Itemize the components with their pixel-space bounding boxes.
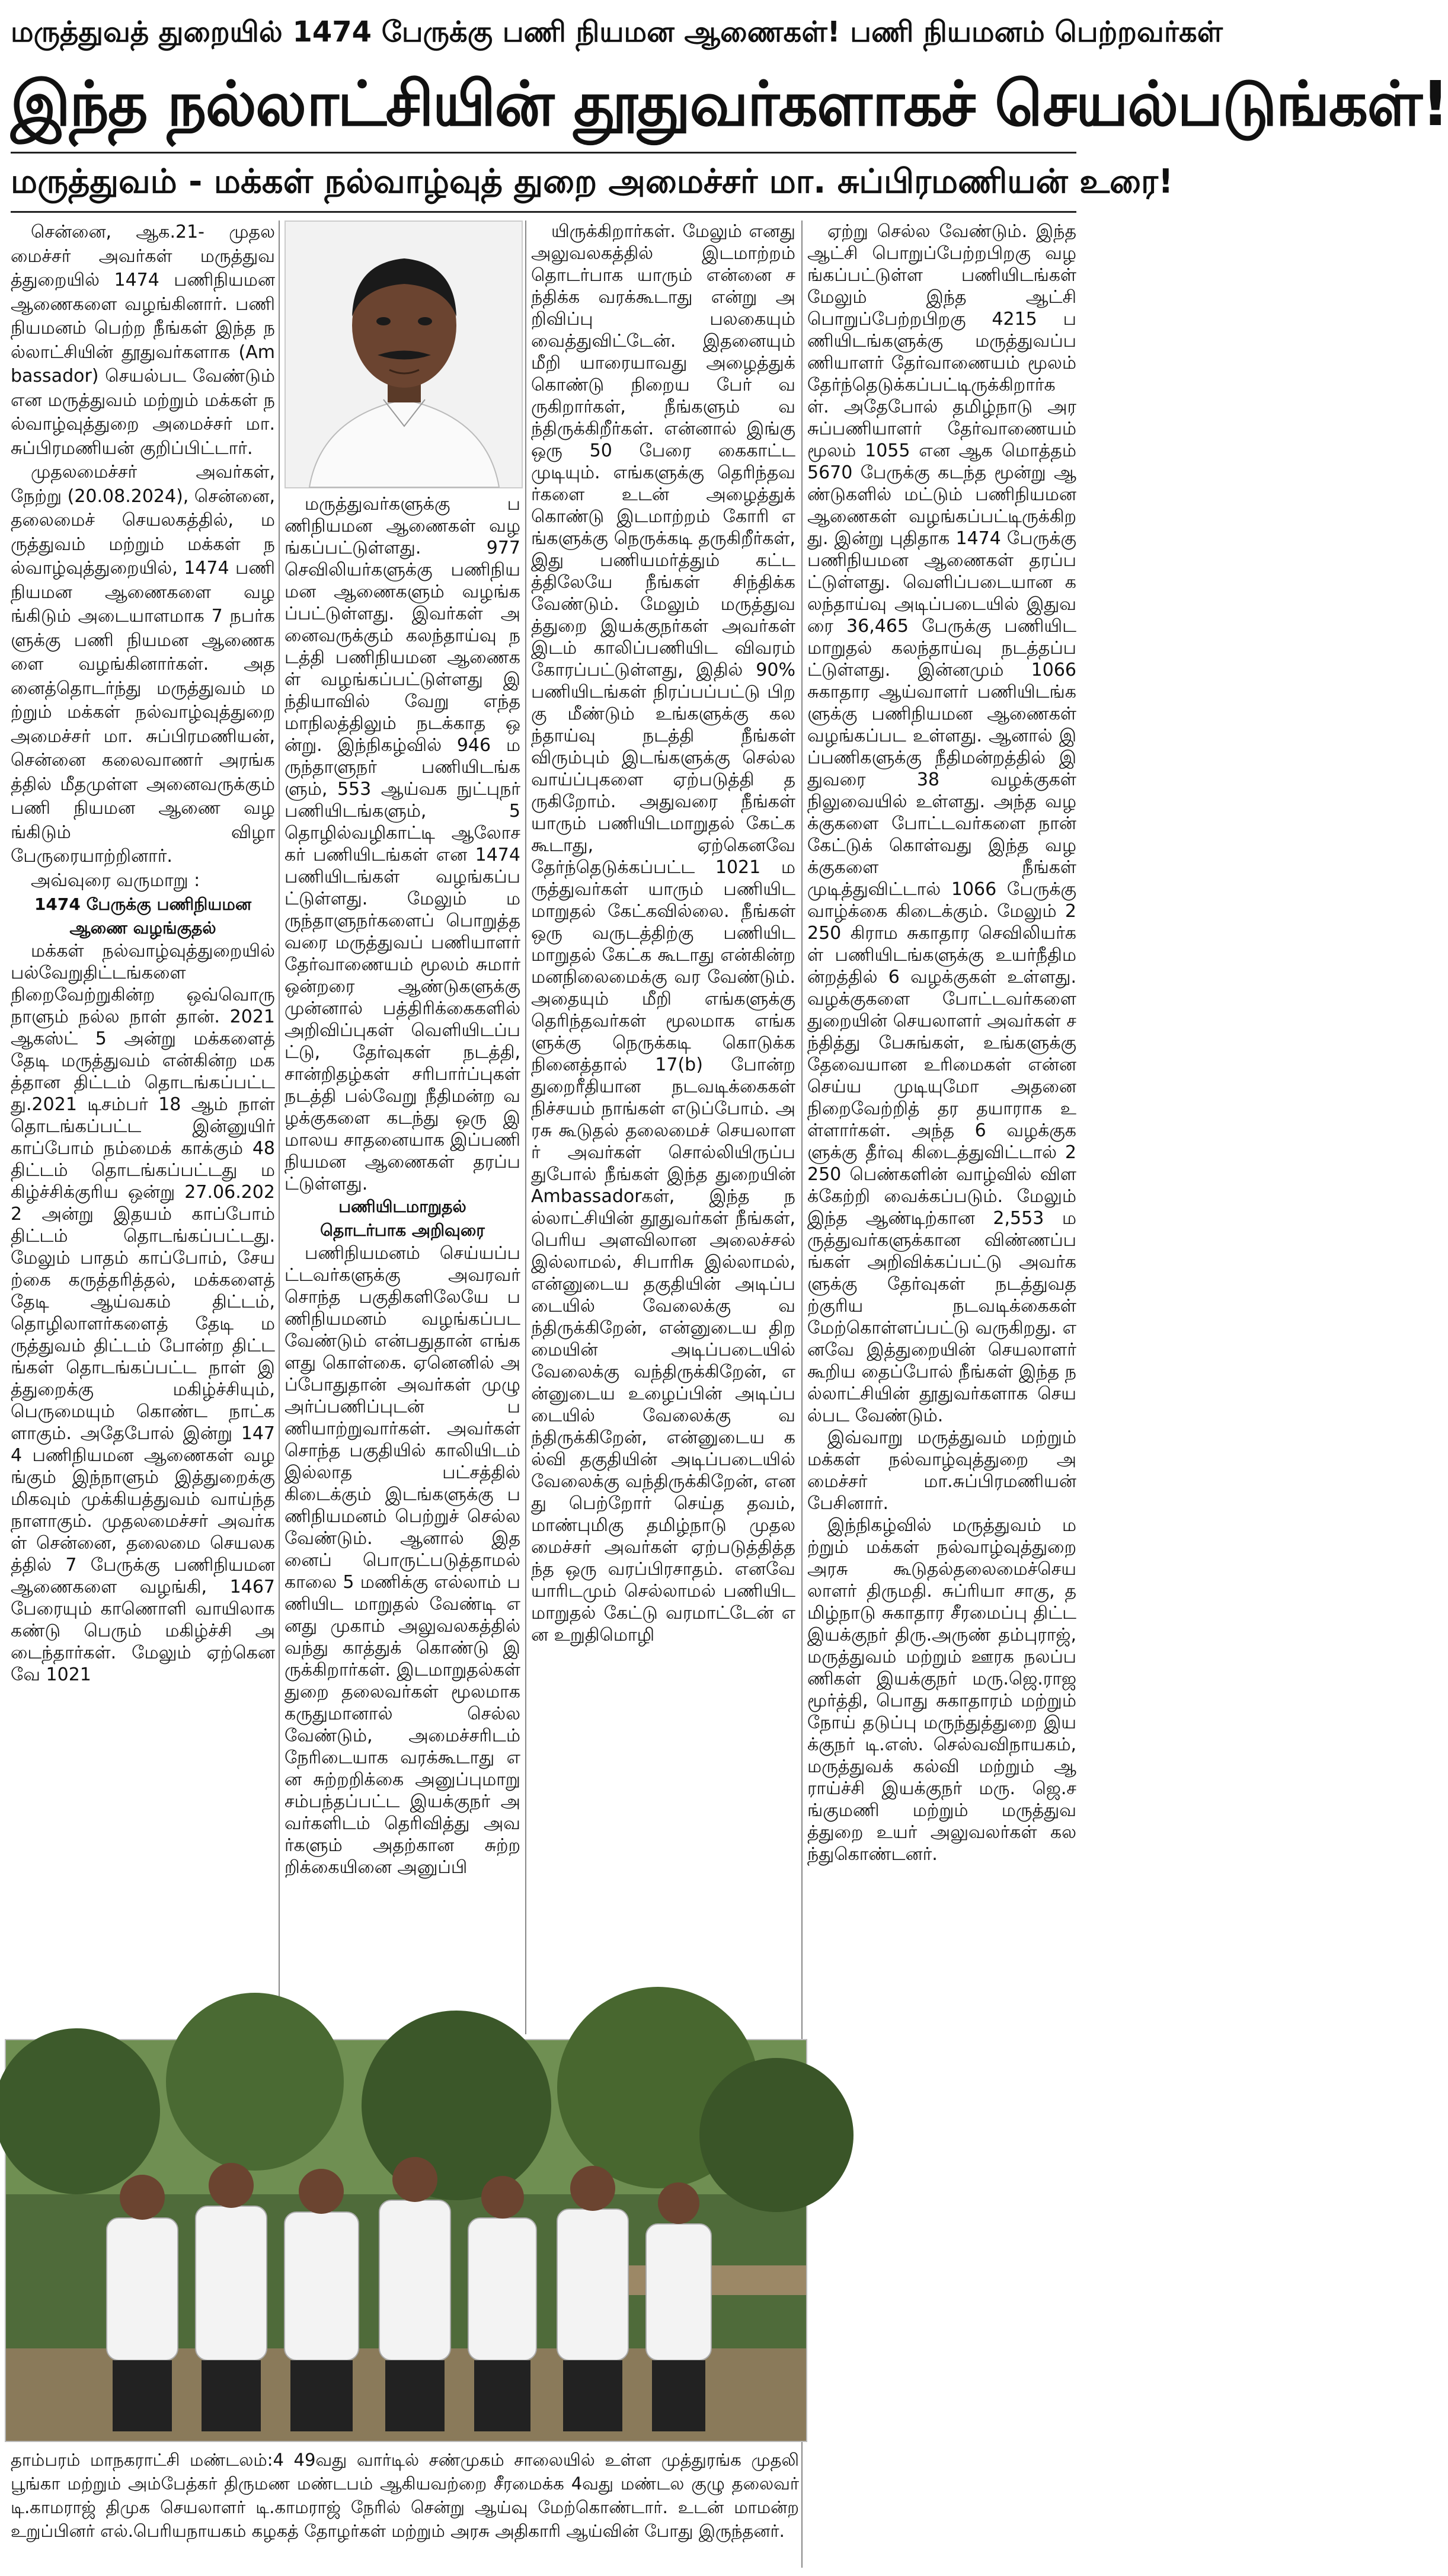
paragraph: யிருக்கிறார்கள். மேலும் எனது அலுவலகத்தில் இடமாற்றம் தொடர்பாக யாரும் என்னை சந்திக்க வரக்கூடாது என்று அறிவிப்பு பலகையும் வைத்துவிட்டேன். இதனையும் மீறி யாரையாவது அழைத்துக் கொண்டு நிறைய பேர் வருகிறார்கள், நீங்களும் வந்திருக்கிறீர்கள். என்னால் இங்கு ஒரு 50 பேரை கைகாட்ட முடியும். எங்களுக்கு தெரிந்தவர்களை உடன் அழைத்துக் கொண்டு இடமாற்றம் கோரி எங்களுக்கு நெருக்கடி தருகிறீர்கள், இது பணியமர்த்தும் கட்டத்திலேயே நீங்கள் சிந்திக்க வேண்டும். மேலும் மருத்துவத்துறை இயக்குநர்கள் அவர்கள் இடம் காலிப்பணியிட விவரம் கோரப்பட்டுள்ளது, இதில் 90% பணியிடங்கள் நிரப்பப்பட்டு பிறகு மீண்டும் உங்களுக்கு கலந்தாய்வு நடத்தி நீங்கள் விரும்பும் இடங்களுக்கு செல்ல வாய்ப்புகளை ஏற்படுத்தி தருகிறோம். அதுவரை நீங்கள் யாரும் பணியிடமாறுதல் கேட்க கூடாது, ஏற்கெனவே தேர்ந்தெடுக்கப்பட்ட 1021 மருத்துவர்கள் யாரும் பணியிடமாறுதல் கேட்கவில்லை. நீங்கள் ஒரு வருடத்திற்கு பணியிடமாறுதல் கேட்க கூடாது என்கின்ற மனநிலைமைக்கு வர வேண்டும். அதையும் மீறி எங்களுக்கு தெரிந்தவர்கள் மூலமாக எங்களுக்கு நெருக்கடி கொடுக்க நினைத்தால் 17(b) போன்ற துறைரீதியான நடவடிக்கைகள் நிச்சயம் நாங்கள் எடுப்போம். அரசு கூடுதல் தலைமைச் செயலாளர் அவர்கள் சொல்லியிருப்பதுபோல் நீங்கள் இந்த துறையின் Ambassadorகள், இந்த நல்லாட்சியின் தூதுவர்கள் நீங்கள், பெரிய அளவிலான அலைச்சல் இல்லாமல், சிபாரிசு இல்லாமல், என்னுடைய தகுதியின் அடிப்படையில் வேலைக்கு வந்திருக்கிறேன், என்னுடைய திறமையின் அடிப்படையில் வேலைக்கு வந்திருக்கிறேன், என்னுடைய உழைப்பின் அடிப்படையில் வேலைக்கு வந்திருக்கிறேன், என்னுடைய கல்வி தகுதியின் அடிப்படையில் வேலைக்கு வந்திருக்கிறேன், எனது பெற்றோர் செய்த தவம், மாண்புமிகு தமிழ்நாடு முதலமைச்சர் அவர்கள் ஏற்படுத்தித்தந்த ஒரு வரப்பிரசாதம். எனவே யாரிடமும் செல்லாமல் பணியிடமாறுதல் கேட்டு வரமாட்டேன் என உறுதிமொழி xyxy=(531,221,795,1645)
subheading-line: தொடர்பாக அறிவுரை xyxy=(320,1220,485,1240)
article-column-1 xyxy=(11,220,275,2034)
column-divider xyxy=(525,220,526,2034)
article-column-3 xyxy=(531,220,795,2034)
paragraph: ஏற்று செல்ல வேண்டும். இந்த ஆட்சி பொறுப்பேற்றபிறகு வழங்கப்பட்டுள்ள பணியிடங்கள் மேலும் இந்த ஆட்சி பொறுப்பேற்றபிறகு 4215 பணியிடங்களுக்கு மருத்துவப்பணியாளர் தேர்வாணையம் மூலம் தேர்ந்தெடுக்கப்பட்டிருக்கிறார்கள். அதேபோல் தமிழ்நாடு அரசுப்பணியாளர் தேர்வாணையம் மூலம் 1055 என ஆக மொத்தம் 5670 பேருக்கு கடந்த மூன்று ஆண்டுகளில் மட்டும் பணிநியமன ஆணைகள் வழங்கப்பட்டிருக்கிறது. இன்று புதிதாக 1474 பேருக்கு பணிநியமன ஆணைகள் தரப்பட்டுள்ளது. வெளிப்படையான கலந்தாய்வு அடிப்படையில் இதுவரை 36,465 பேருக்கு பணியிடமாறுதல் கலந்தாய்வு நடத்தப்பட்டுள்ளது. இன்னமும் 1066 சுகாதார ஆய்வாளர் பணியிடங்களுக்கு பணிநியமன ஆணைகள் வழங்கப்பட உள்ளது. ஆனால் இப்பணிகளுக்கு நீதிமன்றத்தில் இதுவரை 38 வழக்குகள் நிலுவையில் உள்ளது. அந்த வழக்குகளை போட்டவர்களை நான் கேட்டுக் கொள்வது இந்த வழக்குகளை நீங்கள் முடித்துவிட்டால் 1066 பேருக்கு வாழ்க்கை கிடைக்கும். மேலும் 2250 கிராம சுகாதார செவிலியர்கள் பணியிடங்களுக்கு உயர்நீதிமன்றத்தில் 6 வழக்குகள் உள்ளது. வழக்குகளை போட்டவர்களை துறையின் செயலாளர் அவர்கள் சந்தித்து பேசுங்கள், உங்களுக்கு தேவையான உரிமைகள் என்ன செய்ய முடியுமோ அதனை நிறைவேற்றித் தர தயாராக உள்ளார்கள். அந்த 6 வழக்குகளுக்கு தீர்வு கிடைத்துவிட்டால் 2250 பெண்களின் வாழ்வில் விளக்கேற்றி வைக்கப்படும். மேலும் இந்த ஆண்டிற்கான 2,553 மருத்துவர்களுக்கான விண்ணப்பங்கள் அறிவிக்கப்பட்டு அவர்களுக்கு தேர்வுகள் நடத்துவதற்குரிய நடவடிக்கைகள் மேற்கொள்ளப்பட்டு வருகிறது. எனவே இத்துறையின் செயலாளர் கூறிய தைப்போல் நீங்கள் இந்த நல்லாட்சியின் தூதுவர்களாக செயல்பட வேண்டும். xyxy=(807,221,1076,1426)
kicker-headline: மருத்துவத் துறையில் 1474 பேருக்கு பணி நியமன ஆணைகள்! பணி நியமனம் பெற்றவர்கள் xyxy=(11,15,1223,49)
subheading-line: பணியிடமாறுதல் xyxy=(338,1197,466,1216)
paragraph: இவ்வாறு மருத்துவம் மற்றும் மக்கள் நல்வாழ்வுத்துறை அமைச்சர் மா.சுப்பிரமணியன் பேசினார். xyxy=(807,1427,1076,1514)
portrait-illustration xyxy=(286,222,522,487)
subheadline: மருத்துவம் - மக்கள் நல்வாழ்வுத் துறை அமைச்சர் மா. சுப்பிரமணியன் உரை! xyxy=(11,162,1174,201)
main-headline: இந்த நல்லாட்சியின் தூதுவர்களாகச் செயல்படுங்கள்! xyxy=(11,68,1448,140)
paragraph: முதலமைச்சர் அவர்கள், நேற்று (20.08.2024), சென்னை, தலைமைச் செயலகத்தில், மருத்துவம் மற்றும் மக்கள் நல்வாழ்வுத்துறையில், 1474 பணி நியமன ஆணைகளை வழங்கிடும் அடையாளமாக 7 நபர்களுக்கு பணி நியமன ஆணைகளை வழங்கினார்கள். அதனைத்தொடர்ந்து மருத்துவம் மற்றும் மக்கள் நல்வாழ்வுத்துறை அமைச்சர் மா. சுப்பிரமணியன், சென்னை கலைவாணர் அரங்கத்தில் மீதமுள்ள அனைவருக்கும் பணி நியமன ஆணை வழங்கிடும் விழா பேருரையாற்றினார். xyxy=(11,462,275,867)
subhead-rule xyxy=(11,211,1076,213)
subheading-line: ஆணை வழங்குதல் xyxy=(69,918,216,938)
column-divider xyxy=(279,220,280,2034)
section-subheading xyxy=(11,893,275,940)
photo-caption: தாம்பரம் மாநகராட்சி மண்டலம்:4 49வது வார்டில் சண்முகம் சாலையில் உள்ள முத்துரங்க முதலி பூங்கா மற்றும் அம்பேத்கர் திருமண மண்டபம் ஆகியவற்றை சீரமைக்க 4வது மண்டல குழு தலைவர் டி.காமராஜ் திமுக செயலாளர் டி.காமராஜ் நேரில் சென்று ஆய்வு மேற்கொண்டார். உடன் மாமன்ற உறுப்பினர் எல்.பெரியநாயகம் கழகத் தோழர்கள் மற்றும் அரசு அதிகாரி ஆய்வின் போது இருந்தனர். xyxy=(11,2450,799,2541)
paragraph: இந்நிகழ்வில் மருத்துவம் மற்றும் மக்கள் நல்வாழ்வுத்துறை அரசு கூடுதல்தலைமைச்செயலாளர் திருமதி. சுப்ரியா சாகு, தமிழ்நாடு சுகாதார சீரமைப்பு திட்ட இயக்குநர் திரு.அருண் தம்புராஜ், மருத்துவம் மற்றும் ஊரக நலப்பணிகள் இயக்குநர் மரு.ஜெ.ராஜமூர்த்தி, பொது சுகாதாரம் மற்றும் நோய் தடுப்பு மருந்துத்துறை இயக்குநர் டி.எஸ். செல்வவிநாயகம், மருத்துவக் கல்வி மற்றும் ஆராய்ச்சி இயக்குநர் மரு. ஜெ.சங்குமணி மற்றும் மருத்துவத்துறை உயர் அலுவலர்கள் கலந்துகொண்டனர். xyxy=(807,1515,1076,1865)
minister-portrait xyxy=(285,220,523,488)
paragraph: பணிநியமனம் செய்யப்பட்டவர்களுக்கு அவரவர் சொந்த பகுதிகளிலேயே பணிநியமனம் வழங்கப்பட வேண்டும் என்பதுதான் எங்களது கொள்கை. ஏனெனில் அப்போதுதான் அவர்கள் முழு அர்ப்பணிப்புடன் பணியாற்றுவார்கள். அவர்கள் சொந்த பகுதியில் காலியிடம் இல்லாத பட்சத்தில் கிடைக்கும் இடங்களுக்கு பணிநியமனம் பெற்றுச் செல்ல வேண்டும். ஆனால் இதனைப் பொருட்படுத்தாமல் காலை 5 மணிக்கு எல்லாம் பணியிட மாறுதல் வேண்டி எனது முகாம் அலுவலகத்தில் வந்து காத்துக் கொண்டு இருக்கிறார்கள். இடமாறுதல்கள் துறை தலைவர்கள் மூலமாக கருதுமானால் செல்ல வேண்டும், அமைச்சரிடம் நேரிடையாக வரக்கூடாது என சுற்றறிக்கை அனுப்புமாறு சம்பந்தப்பட்ட இயக்குநர் அவர்களிடம் தெரிவித்து அவர்களும் அதற்கான சுற்றறிக்கையினை அனுப்பி xyxy=(285,1243,520,1878)
photo-illustration xyxy=(6,2040,806,2441)
inspection-photo xyxy=(5,2039,807,2442)
paragraph: மக்கள் நல்வாழ்வுத்துறையில் பல்வேறுதிட்டங்களை நிறைவேற்றுகின்ற ஒவ்வொரு நாளும் நல்ல நாள் தான். 2021 ஆகஸ்ட் 5 அன்று மக்களைத் தேடி மருத்துவம் என்கின்ற மகத்தான திட்டம் தொடங்கப்பட்டது.2021 டிசம்பர் 18 ஆம் நாள் தொடங்கப்பட்ட இன்னுயிர் காப்போம் நம்மைக் காக்கும் 48 திட்டம் தொடங்கப்பட்டது மகிழ்ச்சிக்குரிய ஒன்று 27.06.2022 அன்று இதயம் காப்போம் திட்டம் தொடங்கப்பட்டது. மேலும் பாதம் காப்போம், சேயற்கை கருத்தரித்தல், மக்களைத் தேடி ஆய்வகம் திட்டம், தொழிலாளர்களைத் தேடி மருத்துவம் திட்டம் போன்ற திட்டங்கள் தொடங்கப்பட்ட நாள் இத்துறைக்கு மகிழ்ச்சியும், பெருமையும் கொண்ட நாட்களாகும். அதேபோல் இன்று 1474 பணிநியமன ஆணைகள் வழங்கும் இந்நாளும் இத்துறைக்கு மிகவும் முக்கியத்துவம் வாய்ந்த நாளாகும். முதலமைச்சர் அவர்கள் சென்னை, தலைமை செயலகத்தில் 7 பேருக்கு பணிநியமன ஆணைகளை வழங்கி, 1467 பேரையும் காணொளி வாயிலாக கண்டு பெரும் மகிழ்ச்சி அடைந்தார்கள். மேலும் ஏற்கெனவே 1021 xyxy=(11,941,275,1685)
article-column-2 xyxy=(285,493,520,2034)
section-subheading xyxy=(285,1195,520,1242)
paragraph: அவ்வுரை வருமாறு : xyxy=(31,870,200,891)
headline-rule xyxy=(11,152,1076,154)
subheading-line: 1474 பேருக்கு பணிநியமன xyxy=(34,894,252,914)
article-column-4 xyxy=(807,220,1076,2568)
paragraph: சென்னை, ஆக.21- முதலமைச்சர் அவர்கள் மருத்துவத்துறையில் 1474 பணிநியமன ஆணைகளை வழங்கினார். பணி நியமனம் பெற்ற நீங்கள் இந்த நல்லாட்சியின் தூதுவர்களாக (Ambassador) செயல்பட வேண்டும் என மருத்துவம் மற்றும் மக்கள் நல்வாழ்வுத்துறை அமைச்சர் மா.சுப்பிரமணியன் குறிப்பிட்டார். xyxy=(11,222,275,459)
paragraph: மருத்துவர்களுக்கு பணிநியமன ஆணைகள் வழங்கப்பட்டுள்ளது. 977 செவிலியர்களுக்கு பணிநியமன ஆணைகளும் வழங்கப்பட்டுள்ளது. இவர்கள் அனைவருக்கும் கலந்தாய்வு நடத்தி பணிநியமன ஆணைகள் வழங்கப்பட்டுள்ளது இந்தியாவில் வேறு எந்த மாநிலத்திலும் நடக்காத ஒன்று. இந்நிகழ்வில் 946 மருந்தாளுநர் பணியிடங்களும், 553 ஆய்வக நுட்புநர் பணியிடங்களும், 5 தொழில்வழிகாட்டி ஆலோசகர் பணியிடங்கள் என 1474 பணியிடங்கள் வழங்கப்பட்டுள்ளது. மேலும் மருந்தாளுநர்களைப் பொறுத்தவரை மருத்துவப் பணியாளர் தேர்வாணையம் மூலம் சுமார் ஒன்றரை ஆண்டுகளுக்கு முன்னால் பத்திரிக்கைகளில் அறிவிப்புகள் வெளியிடப்பட்டு, தேர்வுகள் நடத்தி, சான்றிதழ்கள் சரிபார்ப்புகள் நடத்தி பல்வேறு நீதிமன்ற வழக்குகளை கடந்து ஒரு இமாலய சாதனையாக இப்பணி நியமன ஆணைகள் தரப்பட்டுள்ளது. xyxy=(285,494,520,1194)
